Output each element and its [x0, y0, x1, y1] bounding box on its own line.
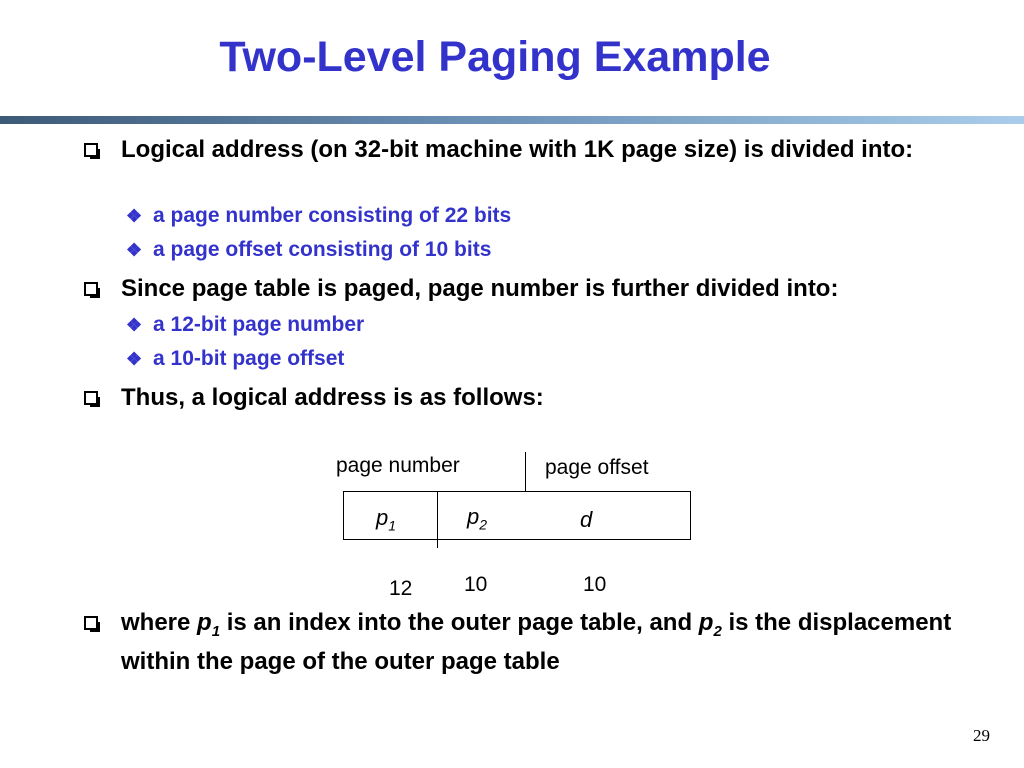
bullet-text: Since page table is paged, page number is further divided into: — [121, 275, 839, 302]
sub-bullet-text: a 10-bit page offset — [153, 347, 345, 370]
title-divider — [0, 116, 1024, 124]
field-d: d — [580, 507, 593, 532]
square-bullet-icon — [84, 391, 98, 405]
label-divider — [525, 452, 526, 491]
slide-page-number: 29 — [973, 726, 990, 745]
square-bullet-icon — [84, 143, 98, 157]
square-bullet-icon — [84, 282, 98, 296]
diamond-bullet-icon: ❖ — [126, 349, 143, 369]
bit-width-p2: 10 — [464, 573, 488, 596]
diamond-bullet-icon: ❖ — [126, 206, 143, 226]
slide-title: Two-Level Paging Example — [219, 33, 771, 81]
page-number-label: page number — [336, 454, 460, 477]
diamond-bullet-icon: ❖ — [126, 240, 143, 260]
field-p2: $p_2$ — [467, 504, 488, 533]
bullet-text: Thus, a logical address is as follows: — [121, 384, 544, 411]
bullet-text: Logical address (on 32-bit machine with 1K page size) is divided into: — [121, 136, 914, 163]
sub-bullet-text: a page number consisting of 22 bits — [153, 204, 512, 227]
bit-width-d: 10 — [583, 573, 607, 596]
sub-bullet-text: a page offset consisting of 10 bits — [153, 238, 492, 261]
diamond-bullet-icon: ❖ — [126, 315, 143, 335]
page-offset-label: page offset — [545, 456, 649, 479]
bullet-text: where $p_1$ is an index into the outer page table, and $p_2$ is the displacement within the page of the outer page table — [121, 609, 952, 675]
square-bullet-icon — [84, 616, 98, 630]
sub-bullet-text: a 12-bit page number — [153, 313, 365, 336]
field-divider — [437, 491, 438, 548]
field-p1: $p_1$ — [376, 505, 397, 534]
bit-width-p1: 12 — [389, 577, 413, 600]
